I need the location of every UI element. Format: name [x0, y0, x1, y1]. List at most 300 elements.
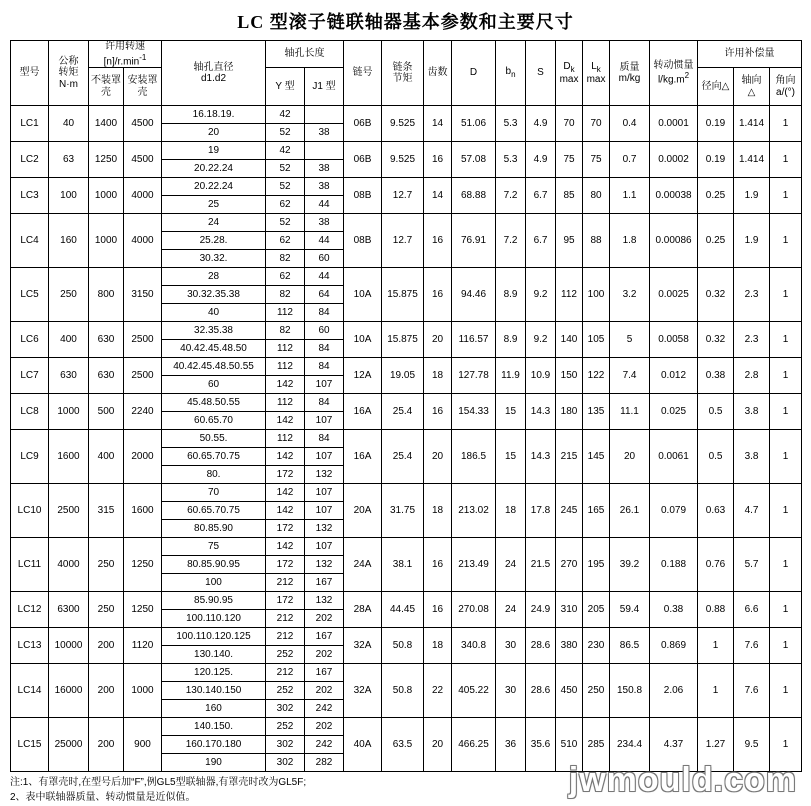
cell-model: LC8	[11, 394, 49, 430]
cell-chain-no: 32A	[344, 628, 382, 664]
cell-length-Y	[266, 322, 305, 358]
header-mass-line2: m/kg	[618, 73, 641, 84]
cell-length-J1	[305, 718, 344, 772]
cell-mass: 26.1	[610, 484, 650, 538]
cell-bore-diameter-line: 70	[162, 484, 265, 502]
cell-S: 17.8	[526, 484, 556, 538]
cell-length-J1-line	[305, 142, 343, 160]
cell-S: 9.2	[526, 268, 556, 322]
cell-length-J1-line: 38	[318, 163, 330, 174]
cell-D: 213.02	[452, 484, 496, 538]
cell-length-J1-line: 64	[305, 286, 343, 304]
cell-chain-no: 08B	[344, 178, 382, 214]
header-speed-with-cover	[124, 68, 162, 106]
cell-Dk: 310	[556, 592, 583, 628]
cell-bn: 8.9	[496, 322, 526, 358]
cell-inertia: 0.0061	[650, 430, 698, 484]
header-bn-sub: n	[511, 70, 516, 80]
cell-pitch: 38.1	[382, 538, 424, 592]
cell-comp-radial: 0.5	[698, 430, 734, 484]
cell-Lk: 195	[583, 538, 610, 592]
cell-length-J1-line: 44	[305, 268, 343, 286]
table-body	[11, 106, 802, 772]
cell-length-Y	[266, 142, 305, 178]
cell-chain-no: 10A	[344, 322, 382, 358]
cell-bn: 30	[496, 664, 526, 718]
cell-chain-no: 06B	[344, 142, 382, 178]
cell-bn: 7.2	[496, 214, 526, 268]
cell-comp-axial: 7.6	[734, 628, 770, 664]
cell-mass: 0.4	[610, 106, 650, 142]
header-bore-length: 轴孔长度	[266, 41, 344, 68]
header-length-Y: Y 型	[266, 68, 305, 106]
cell-length-Y	[266, 268, 305, 322]
cell-nominal-torque: 250	[49, 268, 89, 322]
cell-pitch: 9.525	[382, 106, 424, 142]
cell-D: 127.78	[452, 358, 496, 394]
cell-length-Y-line: 42	[266, 106, 304, 124]
cell-inertia: 0.025	[650, 394, 698, 430]
cell-length-Y-line: 112	[266, 394, 304, 412]
cell-speed-no-cover: 200	[89, 664, 124, 718]
cell-comp-radial: 0.88	[698, 592, 734, 628]
cell-speed-no-cover: 630	[89, 322, 124, 358]
cell-mass: 20	[610, 430, 650, 484]
cell-mass: 59.4	[610, 592, 650, 628]
cell-length-J1-line: 107	[315, 415, 333, 426]
header-length-J1-label: J1 型	[312, 80, 336, 92]
cell-comp-angular: 1	[770, 394, 802, 430]
cell-speed-no-cover: 1400	[89, 106, 124, 142]
cell-length-J1-line: 60	[305, 322, 343, 340]
cell-length-Y-line: 212	[276, 613, 294, 624]
cell-mass: 150.8	[610, 664, 650, 718]
cell-comp-radial: 1	[698, 628, 734, 664]
cell-S: 24.9	[526, 592, 556, 628]
cell-bore-diameter-line: 100.110.120.125	[162, 628, 265, 646]
cell-S: 28.6	[526, 628, 556, 664]
cell-Lk: 250	[583, 664, 610, 718]
header-teeth: 齿数	[424, 41, 452, 106]
cell-comp-radial: 1	[698, 664, 734, 718]
cell-Dk: 450	[556, 664, 583, 718]
cell-model: LC3	[11, 178, 49, 214]
cell-length-Y-line: 142	[266, 538, 304, 556]
cell-comp-angular: 1	[770, 664, 802, 718]
cell-Dk: 75	[556, 142, 583, 178]
cell-length-Y	[266, 358, 305, 394]
cell-S: 14.3	[526, 394, 556, 430]
cell-model: LC15	[11, 718, 49, 772]
cell-comp-angular: 1	[770, 628, 802, 664]
header-Dk-base: D	[563, 60, 571, 72]
cell-model: LC14	[11, 664, 49, 718]
cell-teeth: 16	[424, 538, 452, 592]
cell-speed-no-cover: 250	[89, 592, 124, 628]
cell-length-J1	[305, 664, 344, 718]
cell-speed-with-cover: 1000	[124, 664, 162, 718]
cell-speed-with-cover: 4500	[124, 142, 162, 178]
cell-teeth: 20	[424, 718, 452, 772]
cell-comp-angular: 1	[770, 430, 802, 484]
cell-pitch: 25.4	[382, 430, 424, 484]
cell-length-Y	[266, 430, 305, 484]
cell-D: 57.08	[452, 142, 496, 178]
cell-length-Y-line: 172	[266, 592, 304, 610]
cell-Dk: 270	[556, 538, 583, 592]
cell-comp-angular: 1	[770, 322, 802, 358]
header-comp-axial-line1: 轴向	[741, 75, 762, 87]
header-torque-unit: N·m	[59, 78, 78, 90]
cell-Dk: 180	[556, 394, 583, 430]
cell-length-J1	[305, 430, 344, 484]
cell-length-J1-line: 132	[315, 523, 333, 534]
header-pitch-line2: 节矩	[392, 73, 413, 84]
cell-D: 213.49	[452, 538, 496, 592]
cell-comp-angular: 1	[770, 106, 802, 142]
cell-Dk: 140	[556, 322, 583, 358]
header-model: 型号	[11, 41, 49, 106]
cell-inertia: 0.012	[650, 358, 698, 394]
cell-model: LC7	[11, 358, 49, 394]
cell-speed-no-cover: 1000	[89, 214, 124, 268]
cell-length-J1	[305, 592, 344, 628]
cell-pitch: 19.05	[382, 358, 424, 394]
cell-comp-radial: 0.25	[698, 214, 734, 268]
cell-chain-no: 40A	[344, 718, 382, 772]
cell-chain-no: 28A	[344, 592, 382, 628]
cell-teeth: 16	[424, 268, 452, 322]
cell-length-Y	[266, 178, 305, 214]
header-bore-line2: d1.d2	[201, 73, 227, 84]
cell-chain-no: 32A	[344, 664, 382, 718]
cell-D: 270.08	[452, 592, 496, 628]
cell-Dk: 150	[556, 358, 583, 394]
cell-model: LC9	[11, 430, 49, 484]
cell-inertia: 0.0058	[650, 322, 698, 358]
cell-bore-diameter-line: 20	[207, 127, 220, 138]
cell-Dk: 95	[556, 214, 583, 268]
cell-chain-no: 20A	[344, 484, 382, 538]
cell-speed-with-cover: 4000	[124, 214, 162, 268]
cell-length-J1-line: 107	[305, 538, 343, 556]
cell-length-Y-line: 62	[279, 199, 291, 210]
cell-chain-no: 16A	[344, 394, 382, 430]
cell-chain-no: 10A	[344, 268, 382, 322]
cell-teeth: 16	[424, 142, 452, 178]
cell-length-J1	[305, 178, 344, 214]
cell-chain-no: 12A	[344, 358, 382, 394]
cell-pitch: 25.4	[382, 394, 424, 430]
cell-length-Y	[266, 718, 305, 772]
cell-speed-with-cover: 2000	[124, 430, 162, 484]
cell-comp-axial: 1.414	[734, 142, 770, 178]
cell-bore-diameter-line: 130.140.	[194, 649, 233, 660]
cell-S: 9.2	[526, 322, 556, 358]
cell-bore-diameter	[162, 628, 266, 664]
cell-model: LC11	[11, 538, 49, 592]
header-torque-line1: 公称	[58, 55, 79, 67]
cell-nominal-torque: 1000	[49, 394, 89, 430]
cell-teeth: 18	[424, 358, 452, 394]
cell-length-Y-line: 302	[276, 757, 294, 768]
cell-comp-angular: 1	[770, 178, 802, 214]
cell-bn: 18	[496, 484, 526, 538]
cell-Dk: 112	[556, 268, 583, 322]
cell-inertia: 0.0002	[650, 142, 698, 178]
cell-bore-diameter-line: 130.140.150	[162, 682, 265, 700]
cell-nominal-torque: 160	[49, 214, 89, 268]
cell-comp-radial: 0.76	[698, 538, 734, 592]
cell-model: LC12	[11, 592, 49, 628]
cell-length-J1	[305, 214, 344, 268]
cell-length-Y	[266, 106, 305, 142]
cell-teeth: 16	[424, 214, 452, 268]
cell-length-J1-line: 167	[305, 664, 343, 682]
cell-teeth: 20	[424, 430, 452, 484]
cell-Lk: 165	[583, 484, 610, 538]
cell-bore-diameter	[162, 718, 266, 772]
cell-S: 28.6	[526, 664, 556, 718]
cell-bore-diameter-line: 25.28.	[162, 232, 265, 250]
cell-model: LC5	[11, 268, 49, 322]
cell-length-Y-line: 52	[279, 127, 291, 138]
table-row	[11, 268, 802, 322]
cell-inertia: 2.06	[650, 664, 698, 718]
cell-length-Y-line: 142	[266, 484, 304, 502]
cell-comp-axial: 3.8	[734, 430, 770, 484]
cell-length-J1	[305, 106, 344, 142]
cell-bore-diameter-line: 100	[205, 577, 222, 588]
header-Dk	[556, 41, 583, 106]
cell-bore-diameter	[162, 484, 266, 538]
cell-teeth: 14	[424, 178, 452, 214]
cell-mass: 7.4	[610, 358, 650, 394]
cell-pitch: 63.5	[382, 718, 424, 772]
cell-pitch: 50.8	[382, 664, 424, 718]
cell-speed-with-cover: 2500	[124, 358, 162, 394]
cell-S: 4.9	[526, 142, 556, 178]
cell-length-Y	[266, 592, 305, 628]
cell-model: LC10	[11, 484, 49, 538]
cell-pitch: 31.75	[382, 484, 424, 538]
cell-teeth: 16	[424, 592, 452, 628]
cell-length-J1-line: 38	[305, 214, 343, 232]
cell-length-J1	[305, 322, 344, 358]
cell-speed-with-cover: 1600	[124, 484, 162, 538]
cell-speed-no-cover: 400	[89, 430, 124, 484]
cell-Lk: 105	[583, 322, 610, 358]
cell-bore-diameter	[162, 214, 266, 268]
cell-nominal-torque: 6300	[49, 592, 89, 628]
cell-bore-diameter-line: 140.150.	[162, 718, 265, 736]
cell-length-Y-line: 302	[276, 703, 294, 714]
cell-comp-axial: 2.8	[734, 358, 770, 394]
header-S: S	[526, 41, 556, 106]
cell-S: 4.9	[526, 106, 556, 142]
cell-bore-diameter-line: 60.65.70.75	[162, 502, 265, 520]
cell-length-Y-line: 112	[277, 343, 293, 354]
cell-S: 35.6	[526, 718, 556, 772]
cell-length-Y-line: 252	[266, 718, 304, 736]
note-2: 2、表中联轴器质量、转动惯量是近似值。	[10, 792, 196, 803]
cell-comp-axial: 2.3	[734, 322, 770, 358]
cell-comp-axial: 3.8	[734, 394, 770, 430]
cell-comp-angular: 1	[770, 538, 802, 592]
cell-D: 94.46	[452, 268, 496, 322]
cell-length-J1-line: 84	[305, 394, 343, 412]
cell-Dk: 510	[556, 718, 583, 772]
cell-nominal-torque: 4000	[49, 538, 89, 592]
header-bn	[496, 41, 526, 106]
cell-bore-diameter	[162, 322, 266, 358]
cell-length-J1	[305, 358, 344, 394]
cell-bore-diameter-line: 20.22.24	[194, 163, 233, 174]
cell-length-J1-line: 107	[315, 379, 333, 390]
cell-speed-no-cover: 200	[89, 718, 124, 772]
cell-mass: 234.4	[610, 718, 650, 772]
cell-inertia: 4.37	[650, 718, 698, 772]
cell-length-Y	[266, 664, 305, 718]
cell-length-Y-line: 52	[266, 178, 304, 196]
table-row	[11, 628, 802, 664]
cell-inertia: 0.188	[650, 538, 698, 592]
cell-model: LC2	[11, 142, 49, 178]
cell-bore-diameter	[162, 358, 266, 394]
header-mass-line1: 质量	[619, 61, 640, 73]
cell-length-Y-line: 82	[266, 286, 304, 304]
header-nominal-torque	[49, 41, 89, 106]
cell-length-J1	[305, 538, 344, 592]
table-row	[11, 394, 802, 430]
cell-length-J1-line: 202	[305, 682, 343, 700]
cell-bn: 15	[496, 394, 526, 430]
cell-bore-diameter-line: 80.85.90.95	[162, 556, 265, 574]
cell-Lk: 88	[583, 214, 610, 268]
cell-length-J1	[305, 268, 344, 322]
cell-bn: 36	[496, 718, 526, 772]
cell-speed-with-cover: 900	[124, 718, 162, 772]
cell-bore-diameter-line: 40	[207, 307, 220, 318]
cell-length-J1-line: 38	[318, 127, 330, 138]
cell-Lk: 145	[583, 430, 610, 484]
cell-chain-no: 24A	[344, 538, 382, 592]
cell-length-J1-line: 282	[315, 757, 333, 768]
table-row	[11, 358, 802, 394]
cell-bore-diameter-line: 50.55.	[162, 430, 265, 448]
cell-bore-diameter-line: 30.32.35.38	[162, 286, 265, 304]
header-inertia-line1: 转动惯量	[653, 59, 694, 71]
cell-length-Y-line: 172	[266, 556, 304, 574]
cell-Lk: 285	[583, 718, 610, 772]
header-speed	[89, 41, 162, 68]
cell-mass: 0.7	[610, 142, 650, 178]
header-speed-no-cover	[89, 68, 124, 106]
cell-bore-diameter-line: 80.	[206, 469, 221, 480]
header-D: D	[452, 41, 496, 106]
cell-teeth: 18	[424, 628, 452, 664]
cell-bore-diameter	[162, 178, 266, 214]
cell-D: 405.22	[452, 664, 496, 718]
cell-comp-radial: 0.38	[698, 358, 734, 394]
cell-inertia: 0.00038	[650, 178, 698, 214]
cell-comp-axial: 5.7	[734, 538, 770, 592]
cell-pitch: 15.875	[382, 268, 424, 322]
cell-S: 14.3	[526, 430, 556, 484]
cell-Dk: 85	[556, 178, 583, 214]
cell-model: LC1	[11, 106, 49, 142]
cell-model: LC6	[11, 322, 49, 358]
cell-comp-axial: 6.6	[734, 592, 770, 628]
cell-length-J1	[305, 484, 344, 538]
cell-length-Y-line: 142	[266, 448, 304, 466]
cell-bore-diameter-line: 190	[205, 757, 222, 768]
page-title: LC 型滚子链联轴器基本参数和主要尺寸	[237, 12, 574, 32]
cell-bore-diameter	[162, 664, 266, 718]
cell-length-J1-line: 202	[315, 613, 333, 624]
cell-length-Y-line: 172	[276, 523, 294, 534]
cell-S: 10.9	[526, 358, 556, 394]
cell-bore-diameter-line: 40.42.45.48.50.55	[162, 358, 265, 376]
cell-bore-diameter-line: 20.22.24	[162, 178, 265, 196]
header-Lk-sub: k	[596, 64, 601, 74]
cell-bore-diameter-line: 16.18.19.	[162, 106, 265, 124]
header-speed-with-cover-label: 安装罩壳	[127, 75, 158, 98]
cell-speed-no-cover: 1000	[89, 178, 124, 214]
cell-length-J1-line: 107	[305, 448, 343, 466]
cell-bn: 24	[496, 592, 526, 628]
cell-pitch: 15.875	[382, 322, 424, 358]
cell-length-J1-line: 60	[318, 253, 330, 264]
cell-bore-diameter-line: 85.90.95	[162, 592, 265, 610]
cell-bore-diameter-line: 25	[207, 199, 220, 210]
cell-length-Y-line: 52	[279, 163, 291, 174]
table-row	[11, 106, 802, 142]
header-Dk-max: max	[559, 73, 579, 85]
header-chain-no: 链号	[344, 41, 382, 106]
table-row	[11, 538, 802, 592]
cell-comp-angular: 1	[770, 268, 802, 322]
cell-length-Y	[266, 484, 305, 538]
cell-comp-radial: 0.5	[698, 394, 734, 430]
header-Lk-base: L	[591, 60, 597, 72]
cell-speed-no-cover: 200	[89, 628, 124, 664]
cell-mass: 3.2	[610, 268, 650, 322]
cell-speed-with-cover: 1120	[124, 628, 162, 664]
cell-length-Y-line: 112	[266, 430, 304, 448]
table-row	[11, 322, 802, 358]
cell-chain-no: 06B	[344, 106, 382, 142]
cell-length-J1	[305, 628, 344, 664]
cell-bore-diameter-line: 28	[162, 268, 265, 286]
cell-length-Y-line: 52	[266, 214, 304, 232]
cell-length-J1-line: 84	[305, 430, 343, 448]
cell-length-J1-line: 38	[305, 178, 343, 196]
cell-length-Y	[266, 214, 305, 268]
cell-speed-with-cover: 1250	[124, 538, 162, 592]
cell-comp-radial: 0.32	[698, 322, 734, 358]
cell-bn: 24	[496, 538, 526, 592]
table-row	[11, 484, 802, 538]
cell-Lk: 135	[583, 394, 610, 430]
cell-Lk: 70	[583, 106, 610, 142]
table-row	[11, 142, 802, 178]
table-row	[11, 178, 802, 214]
cell-length-Y-line: 142	[266, 502, 304, 520]
cell-comp-radial: 0.25	[698, 178, 734, 214]
cell-bore-diameter-line: 45.48.50.55	[162, 394, 265, 412]
coupling-parameters-table	[10, 40, 802, 772]
